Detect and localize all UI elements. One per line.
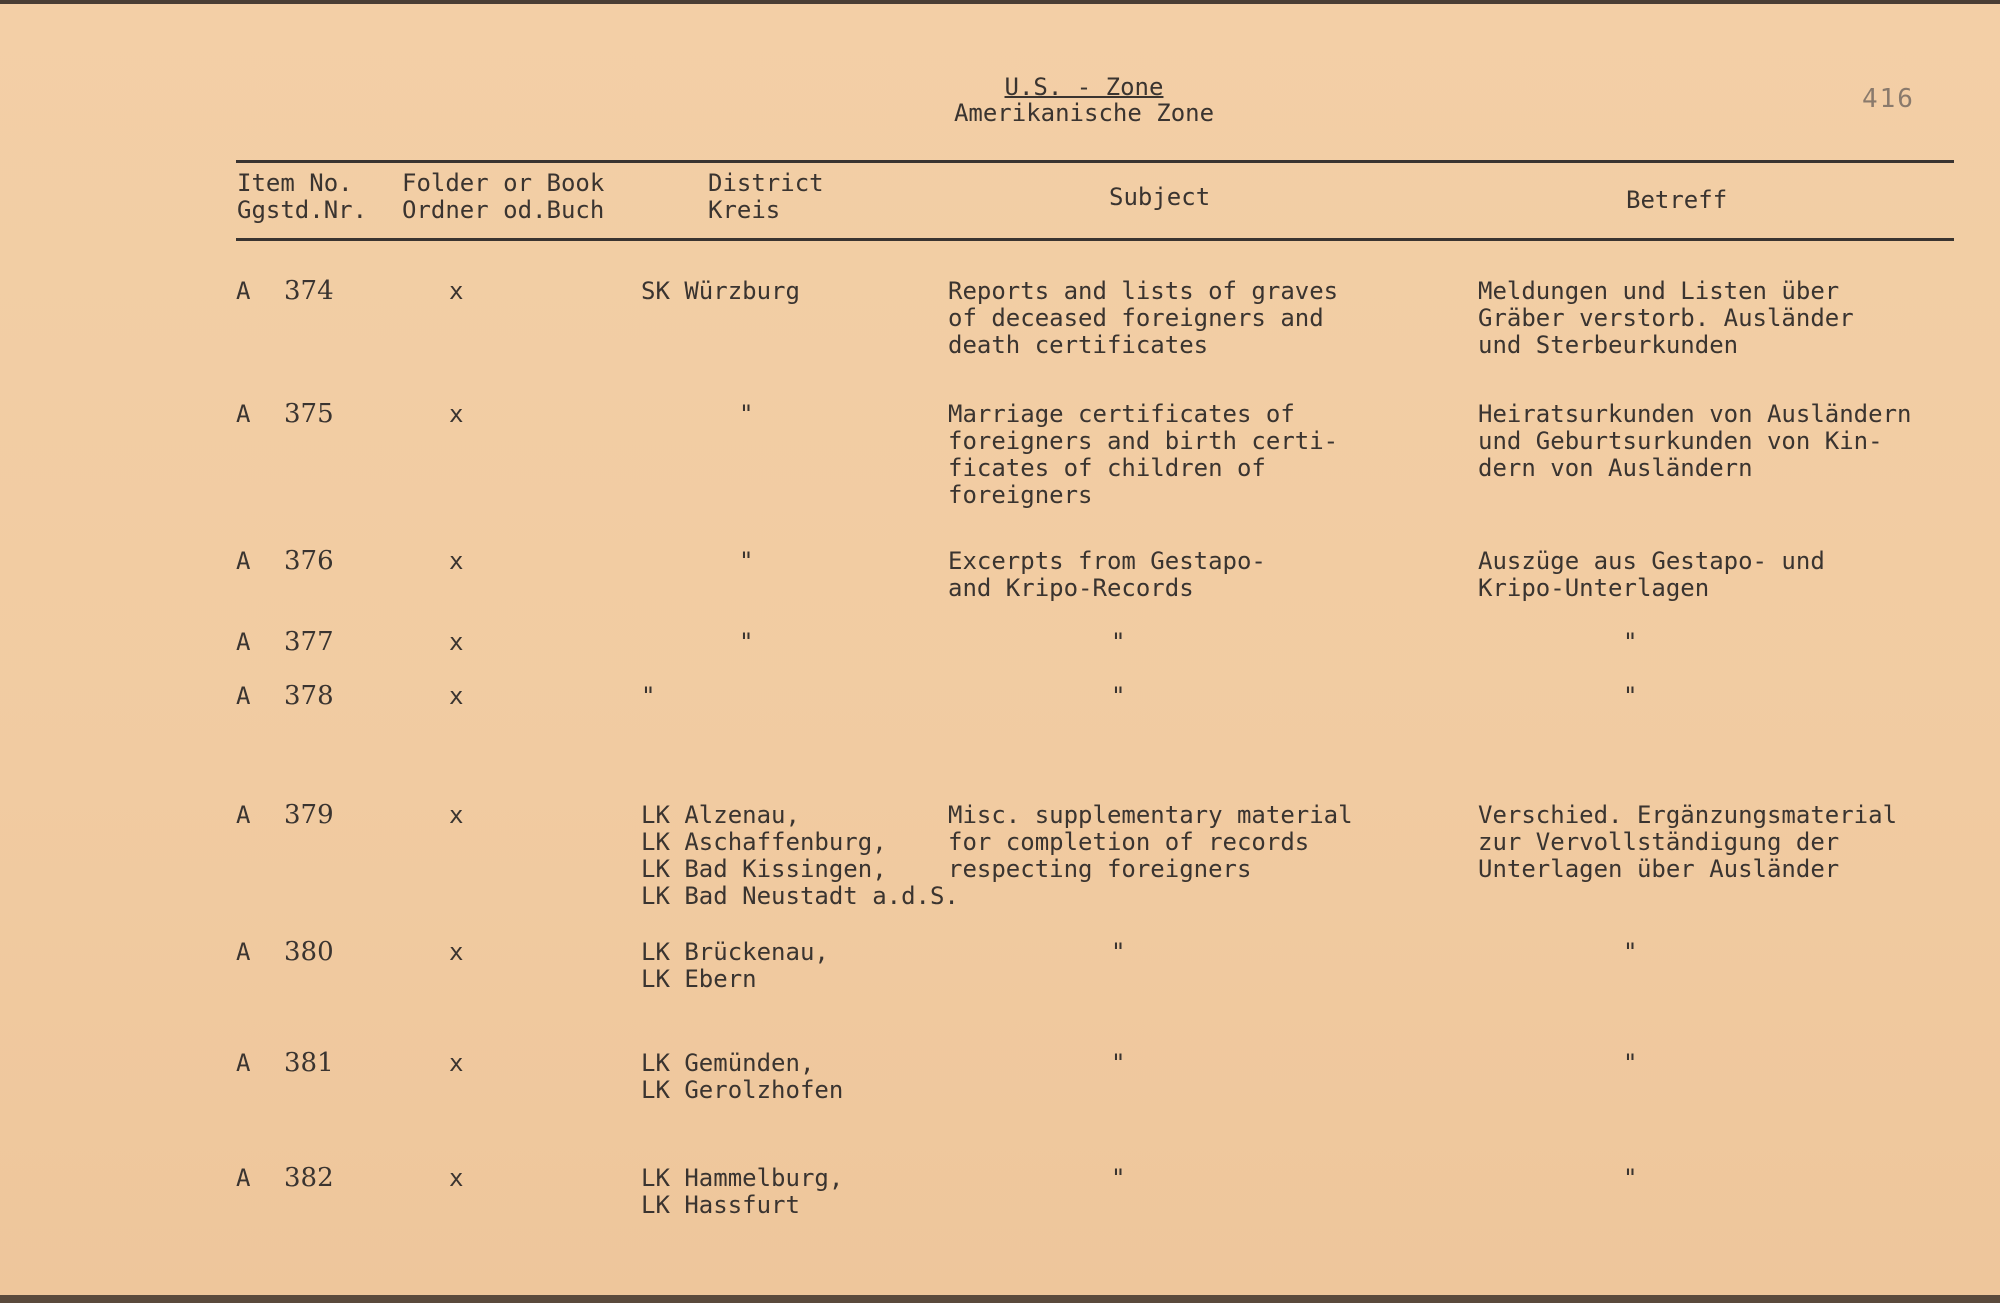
district-cell-line: SK Würzburg bbox=[641, 277, 800, 305]
subject-cell bbox=[948, 401, 1338, 509]
folder-mark: x bbox=[449, 628, 464, 656]
district-cell bbox=[739, 629, 753, 656]
district-cell bbox=[641, 1165, 843, 1219]
betreff-cell bbox=[1478, 278, 1854, 359]
subject-cell-line: and Kripo-Records bbox=[948, 574, 1194, 602]
subject-cell bbox=[1111, 629, 1125, 656]
subject-cell-line: " bbox=[1111, 628, 1126, 656]
column-header-folder bbox=[402, 170, 604, 224]
betreff-cell-line: zur Vervollständigung der bbox=[1478, 828, 1840, 856]
item-number: 376 bbox=[284, 546, 334, 576]
header-rule-top bbox=[236, 160, 1954, 163]
folder-mark: x bbox=[449, 547, 464, 575]
subject-cell-line: Misc. supplementary material bbox=[948, 801, 1353, 829]
folder-mark: x bbox=[449, 682, 464, 710]
betreff-cell-line: Unterlagen über Ausländer bbox=[1478, 855, 1840, 883]
district-cell bbox=[641, 278, 800, 305]
item-number: 381 bbox=[284, 1048, 334, 1078]
subject-cell-line: " bbox=[1111, 682, 1126, 710]
district-cell-line: LK Hammelburg, bbox=[641, 1164, 844, 1192]
betreff-cell-line: " bbox=[1623, 682, 1638, 710]
subject-cell-line: foreigners bbox=[948, 481, 1093, 509]
betreff-cell-line: " bbox=[1623, 1049, 1638, 1077]
item-prefix: A bbox=[236, 628, 251, 656]
betreff-cell-line: Verschied. Ergänzungsmaterial bbox=[1478, 801, 1898, 829]
subject-cell bbox=[948, 548, 1266, 602]
subject-cell-line: Reports and lists of graves bbox=[948, 277, 1339, 305]
page-number: 416 bbox=[1862, 84, 1915, 114]
subject-cell-line: " bbox=[1111, 1164, 1126, 1192]
subject-cell-line: Marriage certificates of bbox=[948, 400, 1295, 428]
subject-cell bbox=[1111, 939, 1125, 966]
item-prefix: A bbox=[236, 938, 251, 966]
district-cell bbox=[739, 548, 753, 575]
zone-title-de: Amerikanische Zone bbox=[953, 99, 1215, 127]
betreff-cell-line: und Sterbeurkunden bbox=[1478, 331, 1739, 359]
item-prefix: A bbox=[236, 400, 251, 428]
column-header-item-en: Item No. bbox=[237, 169, 353, 197]
item-number: 377 bbox=[284, 627, 334, 657]
betreff-cell-line: " bbox=[1623, 1164, 1638, 1192]
subject-cell-line: of deceased foreigners and bbox=[948, 304, 1324, 332]
betreff-cell-line: Kripo-Unterlagen bbox=[1478, 574, 1710, 602]
column-header-district-en: District bbox=[708, 169, 824, 197]
district-cell-line: LK Gerolzhofen bbox=[641, 1076, 844, 1104]
betreff-cell bbox=[1478, 401, 1911, 482]
item-prefix: A bbox=[236, 1049, 251, 1077]
betreff-cell-line: Gräber verstorb. Ausländer bbox=[1478, 304, 1854, 332]
item-number: 374 bbox=[284, 276, 334, 306]
zone-title-en: U.S. - Zone bbox=[1004, 73, 1164, 101]
subject-cell bbox=[1111, 683, 1125, 710]
item-prefix: A bbox=[236, 682, 251, 710]
subject-cell bbox=[948, 802, 1353, 883]
betreff-cell bbox=[1623, 1050, 1637, 1077]
column-header-district-de: Kreis bbox=[708, 196, 781, 224]
folder-mark: x bbox=[449, 400, 464, 428]
district-cell-line: " bbox=[641, 682, 656, 710]
district-cell-line: LK Ebern bbox=[641, 965, 757, 993]
scan-bottom-edge bbox=[0, 1295, 2000, 1303]
item-number: 380 bbox=[284, 937, 334, 967]
scan-top-edge bbox=[0, 0, 2000, 4]
betreff-cell-line: Meldungen und Listen über bbox=[1478, 277, 1840, 305]
betreff-cell bbox=[1623, 939, 1637, 966]
betreff-cell bbox=[1623, 629, 1637, 656]
subject-cell-line: death certificates bbox=[948, 331, 1209, 359]
district-cell-line: LK Bad Kissingen, bbox=[641, 855, 887, 883]
betreff-cell bbox=[1623, 683, 1637, 710]
district-cell-line: LK Aschaffenburg, bbox=[641, 828, 887, 856]
district-cell bbox=[641, 1050, 843, 1104]
subject-cell bbox=[948, 278, 1338, 359]
betreff-cell-line: und Geburtsurkunden von Kin- bbox=[1478, 427, 1883, 455]
betreff-cell bbox=[1478, 548, 1825, 602]
folder-mark: x bbox=[449, 277, 464, 305]
subject-cell-line: foreigners and birth certi- bbox=[948, 427, 1339, 455]
column-header-district bbox=[708, 170, 824, 224]
district-cell-line: " bbox=[739, 628, 754, 656]
district-cell bbox=[641, 683, 655, 710]
district-cell-line: " bbox=[739, 400, 754, 428]
subject-cell-line: for completion of records bbox=[948, 828, 1310, 856]
folder-mark: x bbox=[449, 1164, 464, 1192]
column-header-folder-de: Ordner od.Buch bbox=[402, 196, 605, 224]
column-header-betreff: Betreff bbox=[1626, 186, 1728, 214]
betreff-cell-line: " bbox=[1623, 628, 1638, 656]
folder-mark: x bbox=[449, 1049, 464, 1077]
betreff-cell-line: Heiratsurkunden von Ausländern bbox=[1478, 400, 1912, 428]
header-rule-bottom bbox=[236, 238, 1954, 241]
column-header-item-de: Ggstd.Nr. bbox=[237, 196, 368, 224]
subject-cell-line: ficates of children of bbox=[948, 454, 1266, 482]
column-header-item bbox=[237, 170, 367, 224]
subject-cell-line: Excerpts from Gestapo- bbox=[948, 547, 1266, 575]
column-header-subject: Subject bbox=[1109, 183, 1211, 211]
district-cell-line: LK Gemünden, bbox=[641, 1049, 815, 1077]
betreff-cell-line: Auszüge aus Gestapo- und bbox=[1478, 547, 1825, 575]
subject-cell-line: " bbox=[1111, 1049, 1126, 1077]
item-number: 379 bbox=[284, 800, 334, 830]
district-cell bbox=[641, 939, 829, 993]
item-number: 382 bbox=[284, 1163, 334, 1193]
item-prefix: A bbox=[236, 1164, 251, 1192]
betreff-cell-line: dern von Ausländern bbox=[1478, 454, 1753, 482]
district-cell bbox=[739, 401, 753, 428]
item-number: 378 bbox=[284, 681, 334, 711]
district-cell-line: LK Brückenau, bbox=[641, 938, 829, 966]
betreff-cell bbox=[1623, 1165, 1637, 1192]
subject-cell-line: " bbox=[1111, 938, 1126, 966]
item-prefix: A bbox=[236, 277, 251, 305]
item-prefix: A bbox=[236, 801, 251, 829]
betreff-cell-line: " bbox=[1623, 938, 1638, 966]
item-prefix: A bbox=[236, 547, 251, 575]
folder-mark: x bbox=[449, 801, 464, 829]
district-cell-line: LK Bad Neustadt a.d.S. bbox=[641, 882, 959, 910]
item-number: 375 bbox=[284, 399, 334, 429]
subject-cell bbox=[1111, 1165, 1125, 1192]
betreff-cell bbox=[1478, 802, 1897, 883]
subject-cell bbox=[1111, 1050, 1125, 1077]
district-cell-line: LK Hassfurt bbox=[641, 1191, 800, 1219]
column-header-folder-en: Folder or Book bbox=[402, 169, 605, 197]
folder-mark: x bbox=[449, 938, 464, 966]
district-cell bbox=[641, 802, 959, 910]
subject-cell-line: respecting foreigners bbox=[948, 855, 1252, 883]
district-cell-line: " bbox=[739, 547, 754, 575]
district-cell-line: LK Alzenau, bbox=[641, 801, 800, 829]
